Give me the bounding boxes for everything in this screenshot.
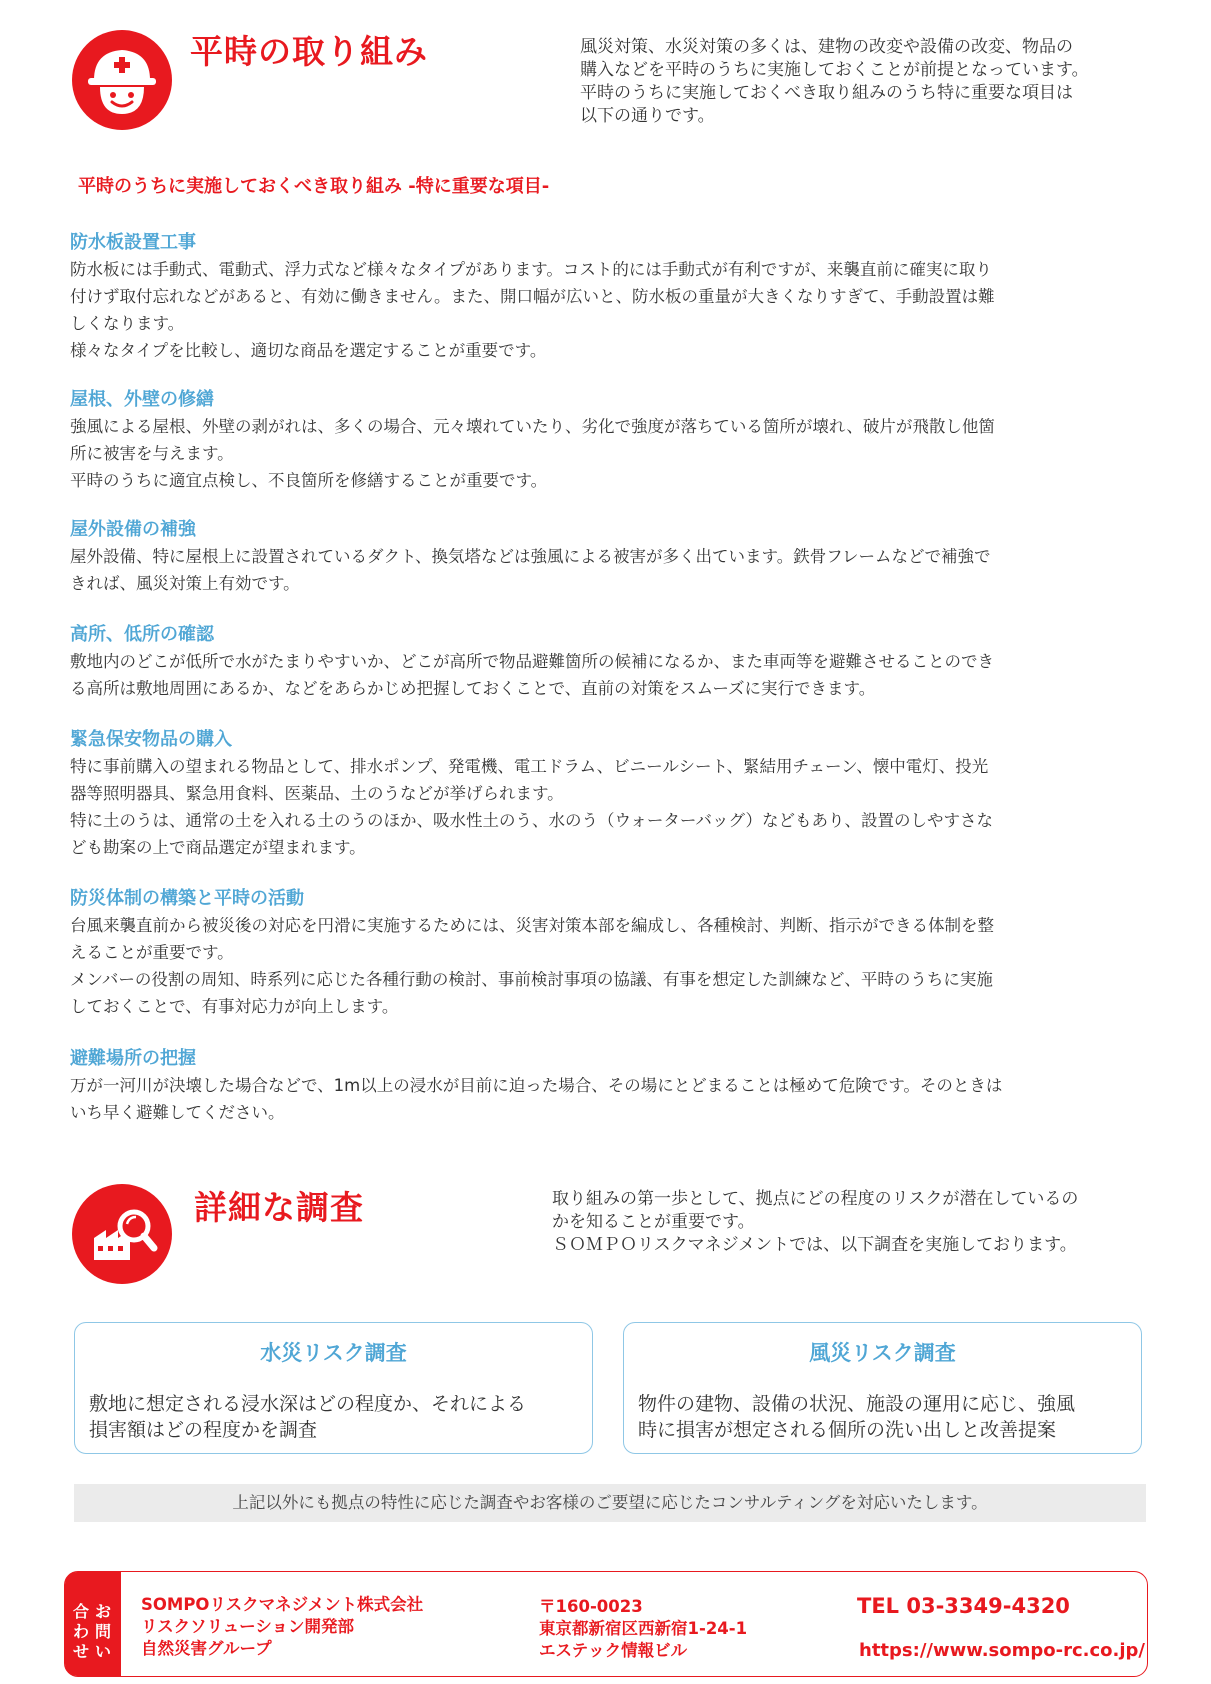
item-line: 万が一河川が決壊した場合などで、1m以上の浸水が目前に迫った場合、その場にとどまることは極めて危険です。そのときは bbox=[70, 1076, 1003, 1095]
item-emergency-supplies bbox=[70, 727, 1140, 861]
street-address: 東京都新宿区西新宿1-24-1 bbox=[539, 1619, 748, 1638]
item-title: 防水板設置工事 bbox=[70, 232, 196, 253]
contact-tab-label-col2: お問い bbox=[94, 1602, 111, 1661]
item-line: えることが重要です。 bbox=[70, 943, 234, 962]
item-outdoor-equipment bbox=[70, 517, 1140, 597]
item-line: 強風による屋根、外壁の剥がれは、多くの場合、元々壊れていたり、劣化で強度が落ちている箇所が壊れ、破片が飛散し他箇 bbox=[70, 417, 995, 436]
contact-box bbox=[64, 1571, 1148, 1677]
intro-line: 平時のうちに実施しておくべき取り組みのうち特に重要な項目は bbox=[580, 83, 1073, 103]
consulting-note: 上記以外にも拠点の特性に応じた調査やお客様のご要望に応じたコンサルティングを対応いたします。 bbox=[74, 1484, 1146, 1522]
intro-line: 取り組みの第一歩として、拠点にどの程度のリスクが潜在しているの bbox=[552, 1189, 1079, 1209]
intro-line: 以下の通りです。 bbox=[580, 106, 715, 126]
item-line: る高所は敷地周囲にあるか、などをあらかじめ把握しておくことで、直前の対策をスムーズに実行できます。 bbox=[70, 679, 876, 698]
postal-code: 〒160-0023 bbox=[539, 1597, 643, 1616]
item-line: 平時のうちに適宜点検し、不良箇所を修繕することが重要です。 bbox=[70, 471, 548, 490]
item-line: いち早く避難してください。 bbox=[70, 1103, 285, 1122]
item-line: きれば、風災対策上有効です。 bbox=[70, 574, 300, 593]
item-line: 敷地内のどこが低所で水がたまりやすいか、どこが高所で物品避難箇所の候補になるか、また車両等を避難させることのでき bbox=[70, 652, 994, 671]
item-line: 様々なタイプを比較し、適切な商品を選定することが重要です。 bbox=[70, 341, 547, 360]
item-line: しておくことで、有事対応力が向上します。 bbox=[70, 997, 399, 1016]
group: 自然災害グループ bbox=[141, 1639, 272, 1658]
item-line: メンバーの役割の周知、時系列に応じた各種行動の検討、事前検討事項の協議、有事を想定した訓練など、平時のうちに実施 bbox=[70, 970, 993, 989]
box-title: 水災リスク調査 bbox=[260, 1341, 407, 1365]
item-title: 高所、低所の確認 bbox=[70, 624, 214, 645]
item-line: 所に被害を与えます。 bbox=[70, 444, 234, 463]
box-line: 損害額はどの程度かを調査 bbox=[89, 1419, 318, 1441]
wind-risk-survey-box bbox=[623, 1322, 1142, 1454]
item-title: 屋根、外壁の修繕 bbox=[70, 389, 214, 410]
intro-line: 風災対策、水災対策の多くは、建物の改変や設備の改変、物品の bbox=[580, 37, 1073, 57]
item-line: 特に土のうは、通常の土を入れる土のうのほか、吸水性土のう、水のう（ウォーターバッグ）などもあり、設置のしやすさな bbox=[70, 811, 994, 830]
item-high-low-ground bbox=[70, 622, 1140, 702]
item-roof-wall-repair bbox=[70, 387, 1140, 494]
item-waterproof-board bbox=[70, 230, 1140, 364]
department: リスクソリューション開発部 bbox=[141, 1617, 355, 1636]
contact-address bbox=[539, 1596, 747, 1662]
contact-tab-label-col1: 合わせ bbox=[72, 1602, 89, 1661]
contact-company bbox=[141, 1594, 423, 1660]
item-line: しくなります。 bbox=[70, 314, 185, 333]
contact-tel: TEL 03-3349-4320 bbox=[857, 1594, 1070, 1618]
box-title: 風災リスク調査 bbox=[809, 1341, 956, 1365]
box-line: 物件の建物、設備の状況、施設の運用に応じ、強風 bbox=[638, 1393, 1076, 1415]
intro-line: ＳＯＭＰＯリスクマネジメントでは、以下調査を実施しております。 bbox=[552, 1235, 1077, 1255]
important-items-heading: 平時のうちに実施しておくべき取り組み -特に重要な項目- bbox=[78, 176, 550, 197]
item-line: 防水板には手動式、電動式、浮力式など様々なタイプがあります。コスト的には手動式が有利ですが、来襲直前に確実に取り bbox=[70, 260, 992, 279]
worker-helmet-icon bbox=[72, 30, 172, 130]
intro-line: 購入などを平時のうちに実施しておくことが前提となっています。 bbox=[580, 60, 1089, 80]
box-body bbox=[75, 1367, 592, 1443]
item-line: 付けず取付忘れなどがあると、有効に働きません。また、開口幅が広いと、防水板の重量が大きくなりすぎて、手動設置は難 bbox=[70, 287, 995, 306]
item-title: 屋外設備の補強 bbox=[70, 519, 196, 540]
factory-magnifier-icon bbox=[72, 1184, 172, 1284]
intro-line: かを知ることが重要です。 bbox=[552, 1212, 755, 1232]
item-line: 台風来襲直前から被災後の対応を円滑に実施するためには、災害対策本部を編成し、各種検討、判断、指示ができる体制を整 bbox=[70, 916, 994, 935]
section-title-peacetime: 平時の取り組み bbox=[190, 32, 428, 71]
item-evacuation-site bbox=[70, 1046, 1140, 1126]
flood-risk-survey-box bbox=[74, 1322, 593, 1454]
section-intro-survey bbox=[552, 1188, 1182, 1257]
item-line: ども勘案の上で商品選定が望まれます。 bbox=[70, 838, 366, 857]
item-title: 防災体制の構築と平時の活動 bbox=[70, 888, 304, 909]
item-title: 緊急保安物品の購入 bbox=[70, 729, 232, 750]
box-body bbox=[624, 1367, 1141, 1443]
box-line: 時に損害が想定される個所の洗い出しと改善提案 bbox=[638, 1419, 1057, 1441]
item-title: 避難場所の把握 bbox=[70, 1048, 196, 1069]
item-line: 特に事前購入の望まれる物品として、排水ポンプ、発電機、電工ドラム、ビニールシート、緊結用チェーン、懐中電灯、投光 bbox=[70, 757, 989, 776]
item-disaster-system bbox=[70, 886, 1140, 1020]
item-line: 屋外設備、特に屋根上に設置されているダクト、換気塔などは強風による被害が多く出ています。鉄骨フレームなどで補強で bbox=[70, 547, 991, 566]
item-line: 器等照明器具、緊急用食料、医薬品、土のうなどが挙げられます。 bbox=[70, 784, 564, 803]
contact-tab bbox=[65, 1572, 121, 1676]
section-title-survey: 詳細な調査 bbox=[194, 1188, 364, 1227]
company-name: SOMPOリスクマネジメント株式会社 bbox=[141, 1595, 424, 1614]
section-intro-peacetime bbox=[580, 36, 1180, 128]
box-line: 敷地に想定される浸水深はどの程度か、それによる bbox=[89, 1393, 527, 1415]
building-name: エステック情報ビル bbox=[539, 1641, 688, 1660]
contact-url[interactable]: https://www.sompo-rc.co.jp/ bbox=[859, 1640, 1145, 1661]
